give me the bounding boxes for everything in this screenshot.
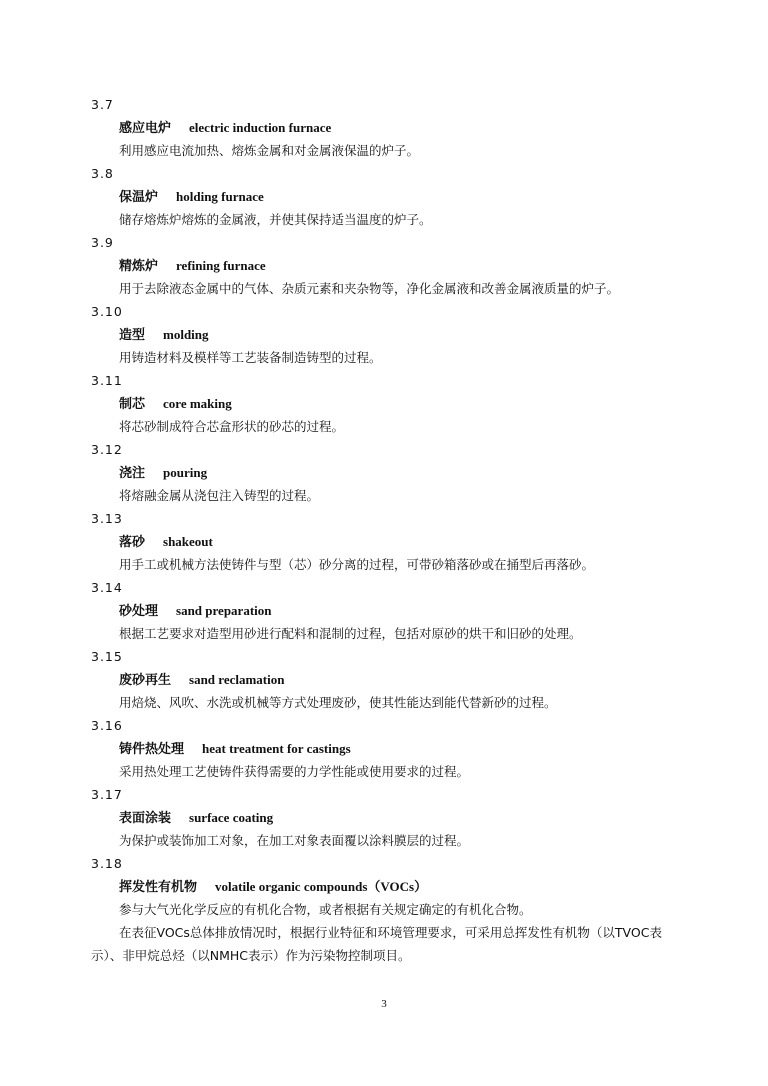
term-chinese: 铸件热处理 bbox=[119, 742, 185, 757]
entry-term bbox=[0, 323, 768, 346]
entry-number: 3.8 bbox=[91, 166, 114, 181]
entry-term bbox=[0, 254, 768, 277]
entry-definition: 利用感应电流加热、熔炼金属和对金属液保温的炉子。 bbox=[119, 143, 420, 158]
term-entry-3-10 bbox=[0, 300, 768, 369]
entry-number: 3.17 bbox=[91, 787, 123, 802]
entry-number: 3.18 bbox=[91, 856, 123, 871]
entry-definition: 用焙烧、风吹、水洗或机械等方式处理废砂，使其性能达到能代替新砂的过程。 bbox=[119, 695, 557, 710]
term-english: core making bbox=[163, 396, 232, 411]
term-english: refining furnace bbox=[176, 258, 266, 273]
entry-number: 3.12 bbox=[91, 442, 123, 457]
entry-definition: 参与大气光化学反应的有机化合物，或者根据有关规定确定的有机化合物。 bbox=[119, 902, 532, 917]
entry-term bbox=[0, 185, 768, 208]
entry-definition: 为保护或装饰加工对象，在加工对象表面覆以涂料膜层的过程。 bbox=[119, 833, 470, 848]
entry-note: 在表征VOCs总体排放情况时，根据行业特征和环境管理要求，可采用总挥发性有机物（以TVOC表示）、非甲烷总烃（以NMHC表示）作为污染物控制项目。 bbox=[91, 925, 662, 963]
entry-term bbox=[0, 461, 768, 484]
entry-definition: 用铸造材料及模样等工艺装备制造铸型的过程。 bbox=[119, 350, 382, 365]
term-entry-3-7 bbox=[0, 93, 768, 162]
term-english: sand preparation bbox=[176, 603, 272, 618]
page-number: 3 bbox=[381, 998, 387, 1010]
term-entry-3-18 bbox=[0, 852, 768, 967]
term-entry-3-17 bbox=[0, 783, 768, 852]
term-english: volatile organic compounds（VOCs） bbox=[215, 879, 428, 894]
entry-number: 3.14 bbox=[91, 580, 123, 595]
term-chinese: 制芯 bbox=[119, 397, 146, 412]
entry-number: 3.16 bbox=[91, 718, 123, 733]
term-english: molding bbox=[163, 327, 209, 342]
term-english: shakeout bbox=[163, 534, 213, 549]
entry-term bbox=[0, 806, 768, 829]
entry-definition: 用于去除液态金属中的气体、杂质元素和夹杂物等，净化金属液和改善金属液质量的炉子。 bbox=[119, 281, 620, 296]
term-chinese: 挥发性有机物 bbox=[119, 880, 198, 895]
term-entry-3-11 bbox=[0, 369, 768, 438]
term-english: sand reclamation bbox=[189, 672, 285, 687]
entry-number: 3.9 bbox=[91, 235, 114, 250]
term-english: pouring bbox=[163, 465, 208, 480]
entry-number: 3.10 bbox=[91, 304, 123, 319]
term-english: heat treatment for castings bbox=[202, 741, 351, 756]
term-chinese: 浇注 bbox=[119, 466, 146, 481]
term-chinese: 造型 bbox=[119, 328, 146, 343]
term-chinese: 保温炉 bbox=[119, 190, 159, 205]
term-entry-3-8 bbox=[0, 162, 768, 231]
entry-definition: 采用热处理工艺使铸件获得需要的力学性能或使用要求的过程。 bbox=[119, 764, 470, 779]
term-entry-3-12 bbox=[0, 438, 768, 507]
term-entry-3-9 bbox=[0, 231, 768, 300]
term-entry-3-14 bbox=[0, 576, 768, 645]
entry-number: 3.13 bbox=[91, 511, 123, 526]
entry-term bbox=[0, 737, 768, 760]
term-entry-3-16 bbox=[0, 714, 768, 783]
term-chinese: 废砂再生 bbox=[119, 673, 172, 688]
entry-term bbox=[0, 599, 768, 622]
term-chinese: 表面涂装 bbox=[119, 811, 172, 826]
entry-definition: 储存熔炼炉熔炼的金属液，并使其保持适当温度的炉子。 bbox=[119, 212, 432, 227]
entry-term bbox=[0, 530, 768, 553]
term-chinese: 落砂 bbox=[119, 535, 146, 550]
term-chinese: 感应电炉 bbox=[119, 121, 172, 136]
entry-definition: 根据工艺要求对造型用砂进行配料和混制的过程，包括对原砂的烘干和旧砂的处理。 bbox=[119, 626, 582, 641]
entry-number: 3.15 bbox=[91, 649, 123, 664]
term-chinese: 精炼炉 bbox=[119, 259, 159, 274]
term-english: holding furnace bbox=[176, 189, 264, 204]
entry-term bbox=[0, 875, 768, 898]
entry-term bbox=[0, 392, 768, 415]
term-list bbox=[0, 93, 768, 967]
term-entry-3-13 bbox=[0, 507, 768, 576]
entry-definition: 将芯砂制成符合芯盒形状的砂芯的过程。 bbox=[119, 419, 345, 434]
entry-number: 3.7 bbox=[91, 97, 114, 112]
entry-definition: 用手工或机械方法使铸件与型（芯）砂分离的过程，可带砂箱落砂或在捅型后再落砂。 bbox=[119, 557, 595, 572]
entry-term bbox=[0, 668, 768, 691]
entry-number: 3.11 bbox=[91, 373, 123, 388]
term-english: surface coating bbox=[189, 810, 274, 825]
entry-term bbox=[0, 116, 768, 139]
term-chinese: 砂处理 bbox=[119, 604, 159, 619]
entry-definition: 将熔融金属从浇包注入铸型的过程。 bbox=[119, 488, 320, 503]
term-entry-3-15 bbox=[0, 645, 768, 714]
term-english: electric induction furnace bbox=[189, 120, 332, 135]
